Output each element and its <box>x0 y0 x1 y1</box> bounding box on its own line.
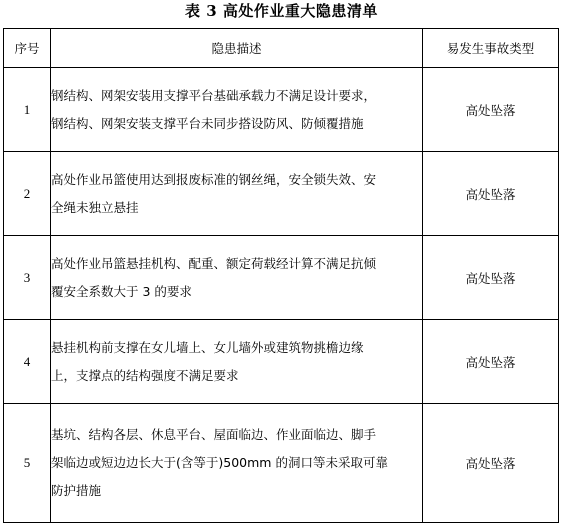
description-line: 高处作业吊篮使用达到报废标准的钢丝绳，安全锁失效、安 <box>51 171 377 187</box>
table-title: 表 3 高处作业重大隐患清单 <box>185 2 378 20</box>
description-line: 钢结构、网架安装用支撑平台基础承载力不满足设计要求， <box>51 87 377 103</box>
table-header-row <box>4 29 559 68</box>
table-row <box>4 404 559 523</box>
hazard-table <box>3 28 559 523</box>
row-no: 1 <box>4 68 51 152</box>
table-row <box>4 320 559 404</box>
row-description <box>51 404 423 523</box>
header-description: 隐患描述 <box>51 29 423 68</box>
row-accident-type: 高处坠落 <box>423 152 559 236</box>
header-accident-type: 易发生事故类型 <box>423 29 559 68</box>
row-no: 2 <box>4 152 51 236</box>
table-row <box>4 152 559 236</box>
row-accident-type: 高处坠落 <box>423 320 559 404</box>
row-no: 3 <box>4 236 51 320</box>
table-row <box>4 236 559 320</box>
row-no: 5 <box>4 404 51 523</box>
row-no: 4 <box>4 320 51 404</box>
table-row <box>4 68 559 152</box>
row-accident-type: 高处坠落 <box>423 236 559 320</box>
header-no: 序号 <box>4 29 51 68</box>
row-description <box>51 236 423 320</box>
row-accident-type: 高处坠落 <box>423 404 559 523</box>
row-description <box>51 68 423 152</box>
row-description <box>51 320 423 404</box>
description-line: 高处作业吊篮悬挂机构、配重、额定荷载经计算不满足抗倾 <box>51 255 377 271</box>
description-line: 基坑、结构各层、休息平台、屋面临边、作业面临边、脚手 <box>51 427 377 442</box>
description-line: 上，支撑点的结构强度不满足要求 <box>51 367 239 383</box>
description-line: 覆安全系数大于 3 的要求 <box>51 283 192 299</box>
description-line: 悬挂机构前支撑在女儿墙上、女儿墙外或建筑物挑檐边缘 <box>51 339 364 355</box>
row-description <box>51 152 423 236</box>
row-accident-type: 高处坠落 <box>423 68 559 152</box>
description-line: 架临边或短边边长大于(含等于)500mm 的洞口等未采取可靠 <box>51 455 388 470</box>
description-line: 防护措施 <box>51 483 102 498</box>
description-line: 钢结构、网架安装支撑平台未同步搭设防风、防倾覆措施 <box>51 115 364 131</box>
description-line: 全绳未独立悬挂 <box>51 199 139 215</box>
